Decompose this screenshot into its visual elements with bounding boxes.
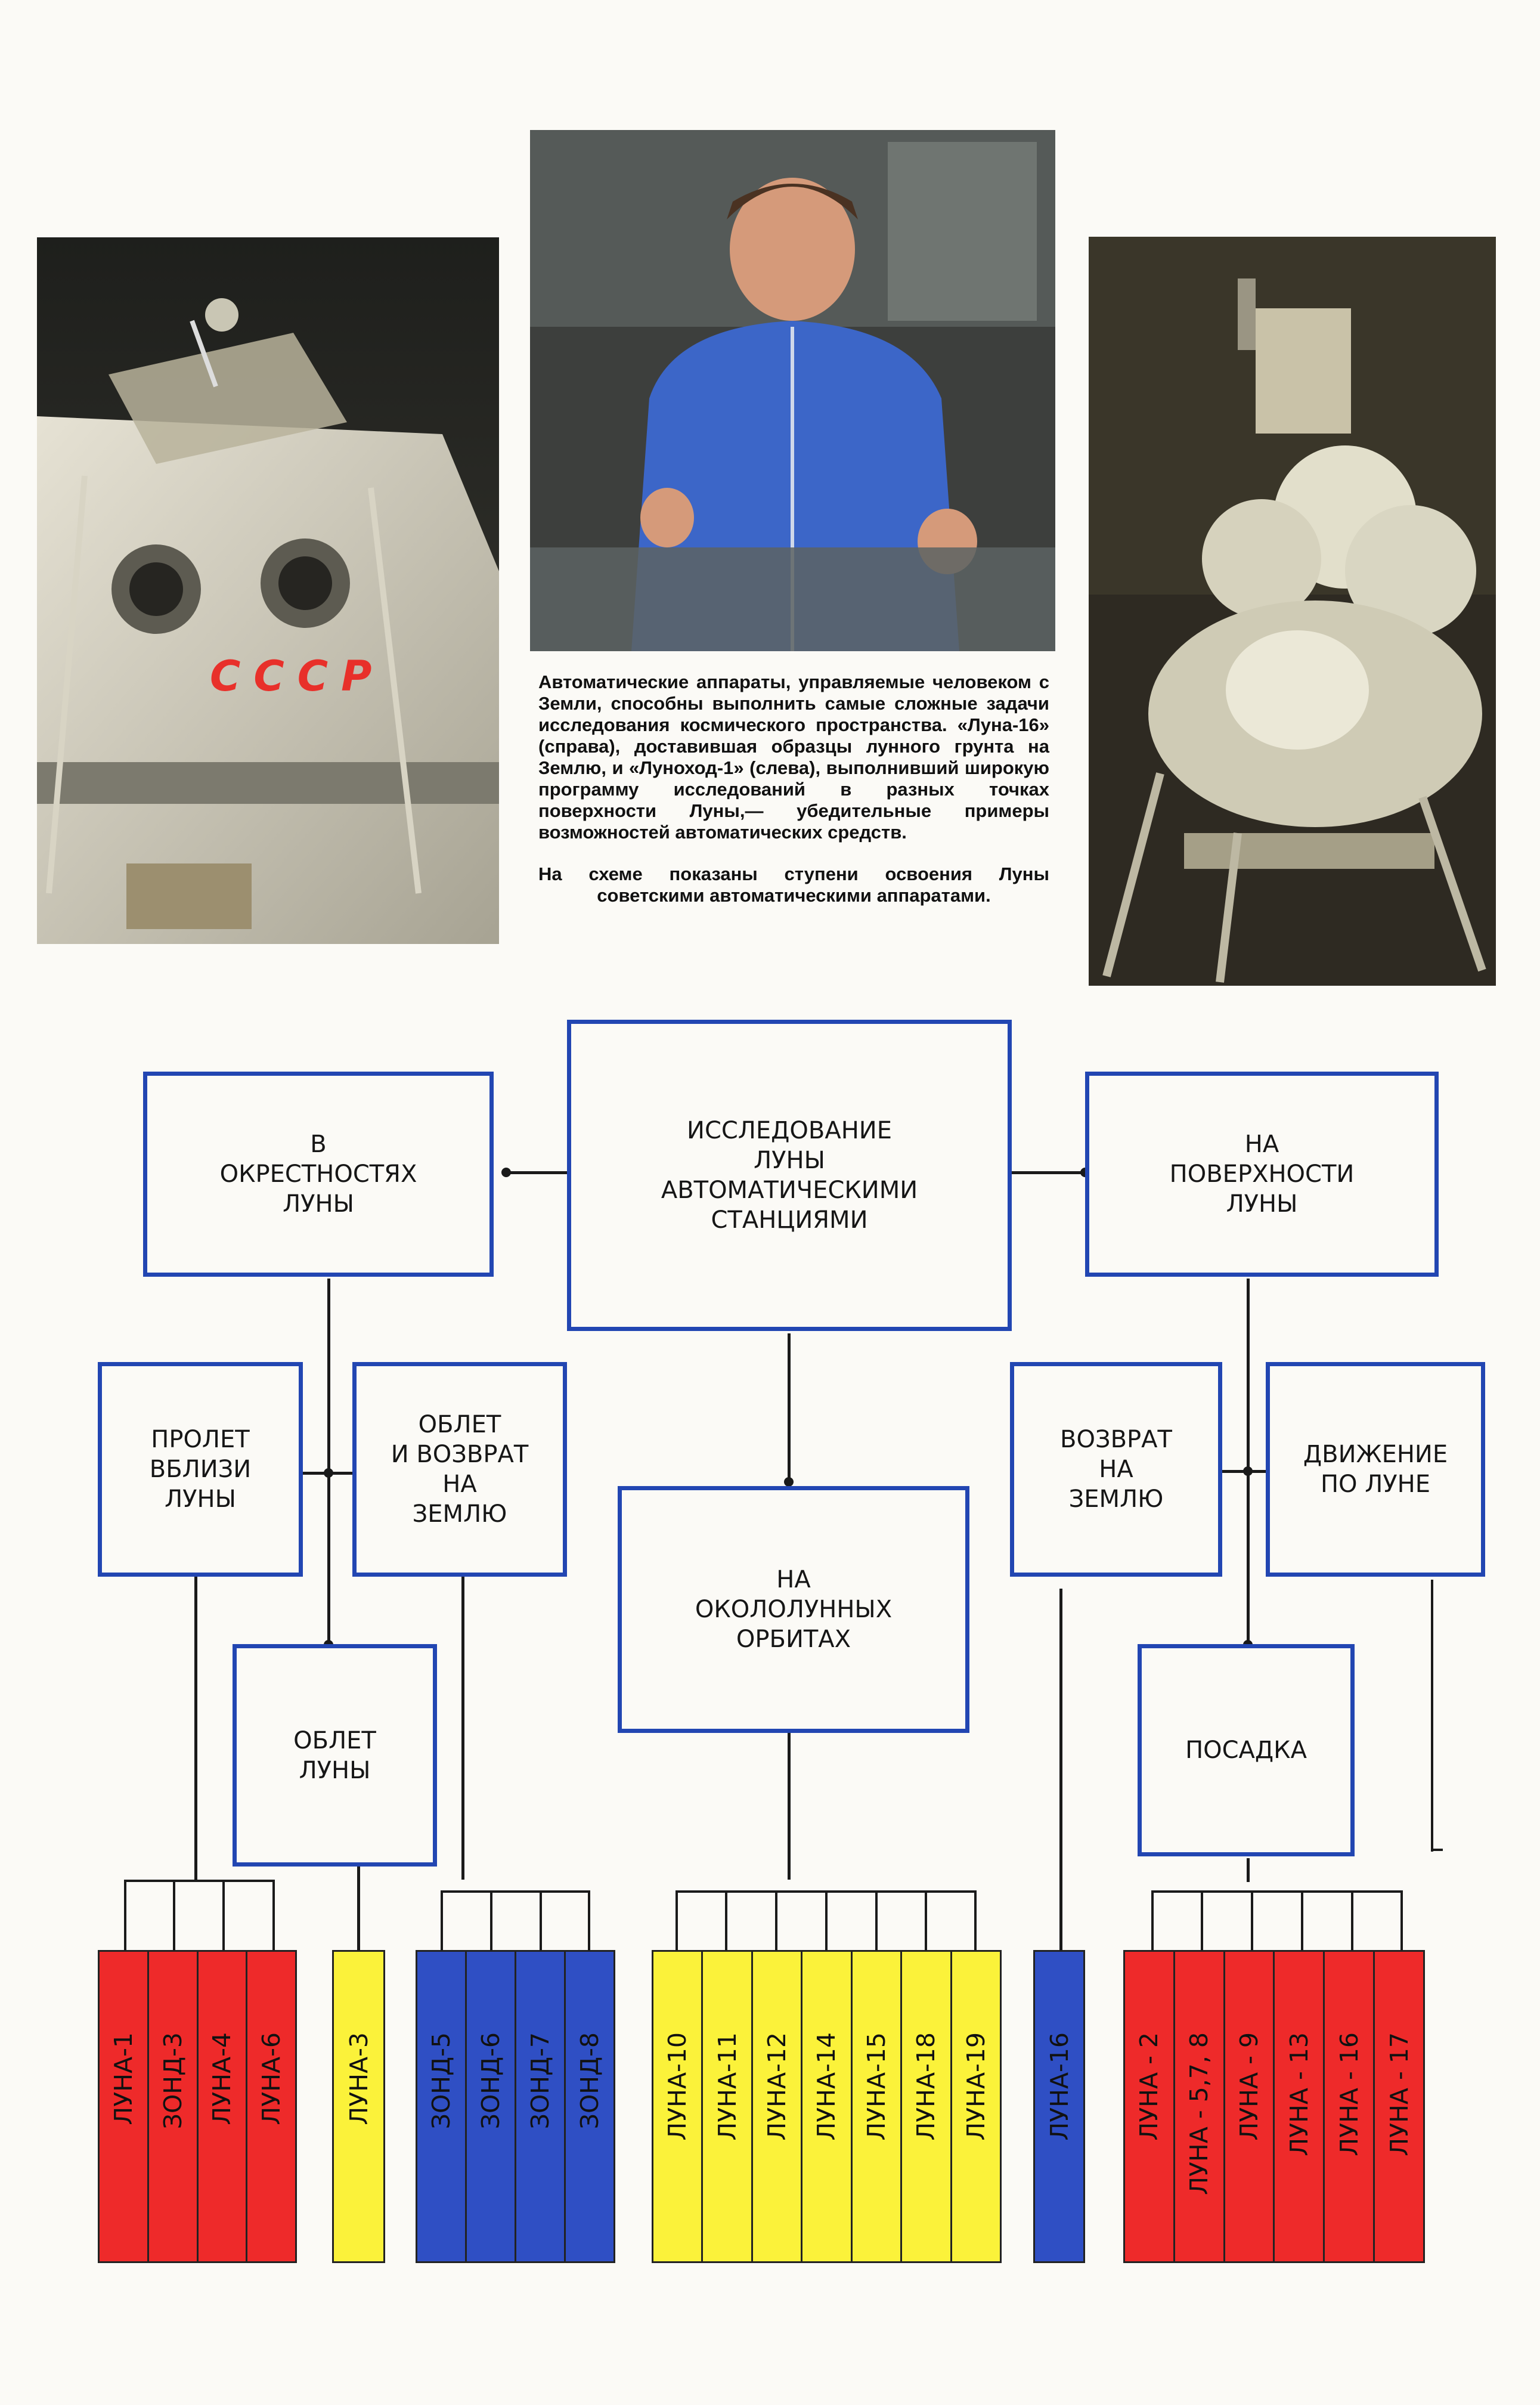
flyaround-box: ОБЛЕТ ЛУНЫ [233,1644,437,1867]
connector [725,1890,727,1951]
connector [1301,1890,1303,1951]
center-box: ИССЛЕДОВАНИЕ ЛУНЫ АВТОМАТИЧЕСКИМИ СТАНЦИЯМИ [567,1020,1012,1331]
mission-bar [247,1952,295,2261]
connector [1247,1858,1250,1882]
connector [124,1880,126,1951]
mission-bar [1225,1952,1275,2261]
vicinity-box: В ОКРЕСТНОСТЯХ ЛУНЫ [143,1072,494,1277]
connector [925,1890,927,1951]
mission-label: ЛУНА-12 [763,2032,792,2141]
mission-bar [1035,1952,1083,2261]
connector [1151,1890,1403,1893]
connector [1251,1890,1253,1951]
mission-bar [1325,1952,1375,2261]
mission-bar [199,1952,248,2261]
mission-label: ЛУНА-1 [109,2032,138,2125]
connector-dot [1243,1466,1253,1476]
mission-label: ЛУНА - 9 [1235,2032,1264,2141]
connector [124,1880,275,1882]
flyaround-return-box: ОБЛЕТ И ВОЗВРАТ НА ЗЕМЛЮ [352,1362,567,1577]
mission-label: ЛУНА-3 [344,2032,373,2125]
return-missions [416,1950,615,2263]
connector [1059,1589,1062,1951]
connector-dot [501,1168,511,1177]
luna16-photo [1089,237,1496,986]
mission-label: ЗОНД-3 [158,2032,187,2129]
mission-label: ЗОНД-6 [476,2032,505,2129]
mission-bar [1125,1952,1175,2261]
mission-label: ЛУНА-10 [663,2032,692,2141]
mission-label: ЗОНД-5 [427,2032,456,2129]
connector-dot [784,1477,794,1487]
mission-bar [100,1952,149,2261]
connector [775,1890,777,1951]
connector [676,1890,678,1951]
mission-label: ЛУНА-18 [912,2032,941,2141]
mission-bar [853,1952,902,2261]
connector [974,1890,977,1951]
mission-label: ЛУНА-14 [812,2032,841,2141]
connector [1351,1890,1353,1951]
mission-label: ЛУНА - 5,7, 8 [1185,2032,1214,2195]
orbits-box: НА ОКОЛОЛУННЫХ ОРБИТАХ [618,1486,969,1733]
mission-bar [516,1952,566,2261]
connector-dot [324,1468,333,1478]
connector [327,1279,330,1648]
photo-caption [538,671,1049,927]
mission-bar [1175,1952,1225,2261]
mission-label: ЛУНА-6 [257,2032,286,2125]
mission-label: ЛУНА-19 [961,2032,990,2141]
orbit-missions [652,1950,1002,2263]
luna16-illustration [1089,237,1496,986]
connector [490,1890,492,1951]
landing-missions [1123,1950,1425,2263]
connector [1431,1849,1443,1851]
mission-bar [753,1952,802,2261]
connector [272,1880,275,1951]
mission-bar [417,1952,467,2261]
flyaround-missions [332,1950,385,2263]
connector [588,1890,590,1951]
connector [1151,1890,1154,1951]
connector [173,1880,175,1951]
flyby-missions [98,1950,297,2263]
connector [788,1732,791,1880]
lunokhod-illustration [37,237,499,944]
flyby-box: ПРОЛЕТ ВБЛИЗИ ЛУНЫ [98,1362,303,1577]
connector [788,1333,791,1486]
connector [875,1890,878,1951]
moving-box: ДВИЖЕНИЕ ПО ЛУНЕ [1266,1362,1485,1577]
mission-label: ЛУНА - 2 [1135,2032,1164,2141]
mission-bar [902,1952,952,2261]
mission-bar [1375,1952,1423,2261]
mission-bar [952,1952,1000,2261]
connector [441,1890,590,1893]
connector [540,1890,542,1951]
surface-box: НА ПОВЕРХНОСТИ ЛУНЫ [1085,1072,1439,1277]
mission-bar [149,1952,199,2261]
mission-bar [334,1952,383,2261]
connector [1201,1890,1203,1951]
mission-bar [703,1952,752,2261]
mission-label: ЛУНА - 13 [1284,2032,1313,2156]
mission-label: ЛУНА-4 [207,2032,237,2125]
mission-bar [566,1952,613,2261]
connector [441,1890,443,1951]
cccp-marking: СССР [210,652,385,701]
connector [194,1535,197,1880]
sample-return-missions [1033,1950,1085,2263]
connector [222,1880,225,1951]
mission-label: ЛУНА-15 [862,2032,891,2141]
operator-photo [530,130,1055,651]
mission-bar [802,1952,852,2261]
connector [1400,1890,1403,1951]
mission-bar [467,1952,516,2261]
return-box: ВОЗВРАТ НА ЗЕМЛЮ [1010,1362,1222,1577]
connector [1247,1279,1250,1648]
connector [1012,1171,1085,1174]
caption-paragraph-1: Автоматические аппараты, управляемые человеком с Земли, способны выполнить самые сложные задачи исследования космического пространства. «Луна-16» (справа), доставившая образцы лунного грунта на Землю, и «Луноход-1» (слева), выполнивший широкую программу исследований в разных точках поверхности Луны,— убедительные примеры возможностей автоматических средств. [538,671,1049,843]
mission-bar [653,1952,703,2261]
operator-illustration [530,130,1055,651]
mission-bar [1275,1952,1325,2261]
mission-label: ЛУНА - 17 [1384,2032,1414,2156]
caption-paragraph-2: На схеме показаны ступени освоения Луны советскими автоматическими аппаратами. [538,863,1049,906]
mission-label: ЗОНД-7 [526,2032,554,2129]
mission-label: ЛУНА - 16 [1334,2032,1364,2156]
landing-box: ПОСАДКА [1138,1644,1355,1856]
connector [825,1890,828,1951]
lunokhod-photo [37,237,499,944]
connector [1431,1580,1433,1852]
mission-label: ЛУНА-11 [712,2032,742,2141]
mission-label: ЛУНА-16 [1045,2032,1074,2141]
connector [461,1535,464,1880]
mission-label: ЗОНД-8 [575,2032,604,2129]
connector [506,1171,567,1174]
